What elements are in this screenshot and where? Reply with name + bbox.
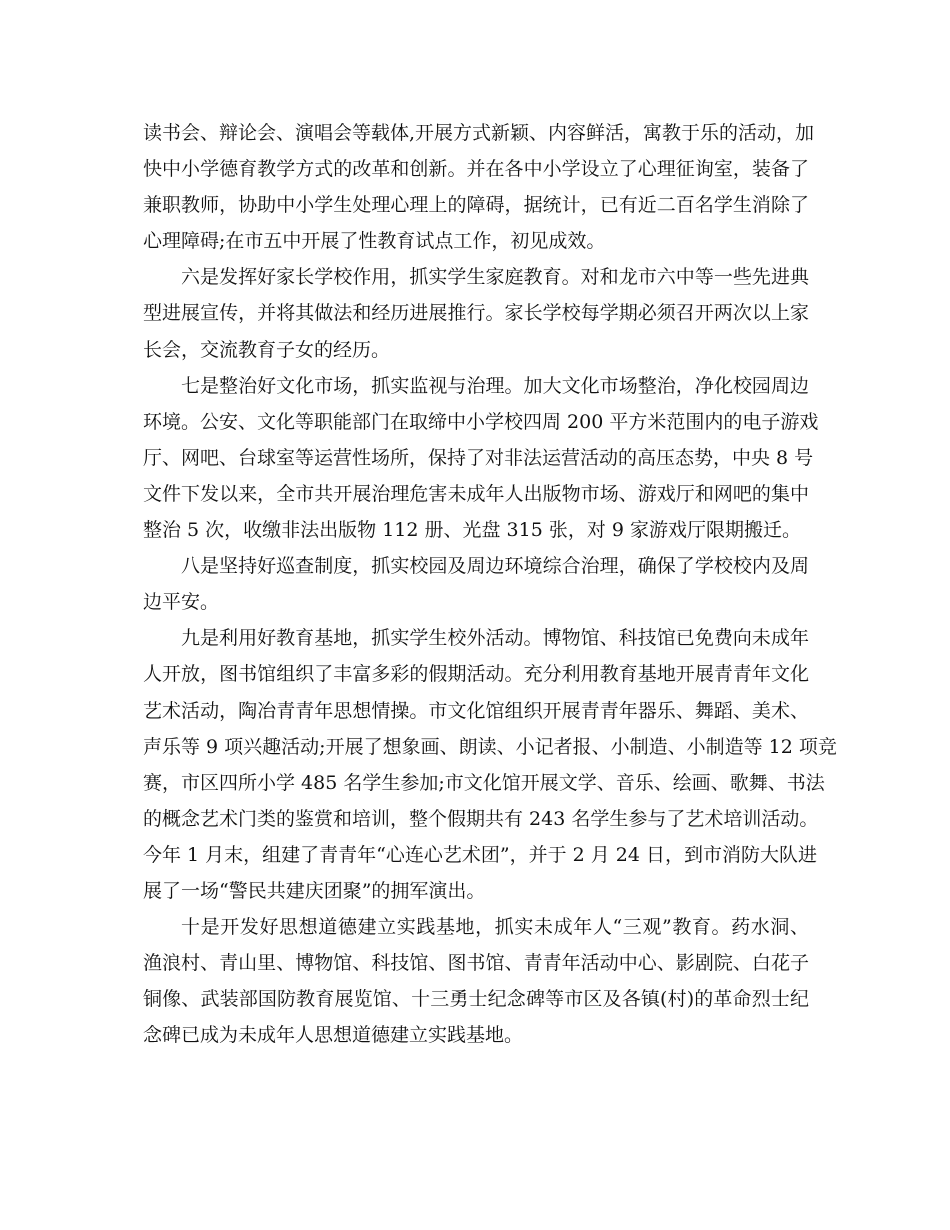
paragraph-6 [143, 909, 809, 1053]
paragraph-3 [143, 368, 819, 548]
text-line: 铜像、武装部国防教育展览馆、十三勇士纪念碑等市区及各镇(村)的革命烈士纪 [143, 988, 809, 1011]
text-line: 环境。公安、文化等职能部门在取缔中小学校四周 200 平方米范围内的电子游戏 [143, 410, 819, 433]
paragraph-1 [143, 115, 815, 259]
text-line: 人开放，图书馆组织了丰富多彩的假期活动。充分利用教育基地开展青青年文化 [143, 663, 809, 686]
text-line: 今年 1 月末，组建了青青年“心连心艺术团”，并于 2 月 24 日，到市消防大队进 [143, 843, 818, 866]
text-line: 六是发挥好家长学校作用，抓实学生家庭教育。对和龙市六中等一些先进典 [181, 266, 809, 289]
text-line: 十是开发好思想道德建立实践基地，抓实未成年人“三观”教育。药水洞、 [181, 916, 809, 939]
text-line: 的概念艺术门类的鉴赏和培训，整个假期共有 243 名学生参与了艺术培训活动。 [143, 807, 819, 830]
text-line: 文件下发以来，全市共开展治理危害未成年人出版物市场、游戏厅和网吧的集中 [143, 482, 809, 505]
text-line: 读书会、辩论会、演唱会等载体,开展方式新颖、内容鲜活，寓教于乐的活动，加 [143, 122, 815, 144]
text-line: 兼职教师，协助中小学生处理心理上的障碍，据统计，已有近二百名学生消除了 [143, 194, 809, 217]
text-line: 念碑已成为未成年人思想道德建立实践基地。 [143, 1024, 524, 1047]
text-line: 声乐等 9 项兴趣活动;开展了想象画、朗读、小记者报、小制造、小制造等 12 项竞 [143, 735, 837, 758]
paragraph-2 [143, 259, 809, 367]
text-line: 长会，交流教育子女的经历。 [143, 338, 391, 361]
text-line: 快中小学德育教学方式的改革和创新。并在各中小学设立了心理征询室，装备了 [143, 158, 809, 181]
text-line: 心理障碍;在市五中开展了性教育试点工作，初见成效。 [143, 230, 606, 253]
text-line: 整治 5 次，收缴非法出版物 112 册、光盘 315 张，对 9 家游戏厅限期搬迁。 [143, 519, 802, 542]
text-line: 厅、网吧、台球室等运营性场所，保持了对非法运营活动的高压态势，中央 8 号 [143, 446, 814, 469]
text-line: 八是坚持好巡查制度，抓实校园及周边环境综合治理，确保了学校校内及周 [181, 555, 809, 578]
paragraph-5 [143, 620, 837, 909]
text-line: 型进展宣传，并将其做法和经历进展推行。家长学校每学期必须召开两次以上家 [143, 302, 809, 325]
text-line: 展了一场“警民共建庆团聚”的拥军演出。 [143, 879, 486, 902]
text-line: 艺术活动，陶冶青青年思想情操。市文化馆组织开展青青年器乐、舞蹈、美术、 [143, 699, 809, 722]
text-line: 渔浪村、青山里、博物馆、科技馆、图书馆、青青年活动中心、影剧院、白花子 [143, 952, 809, 975]
document-body [143, 115, 837, 1053]
text-line: 九是利用好教育基地，抓实学生校外活动。博物馆、科技馆已免费向未成年 [181, 627, 809, 650]
paragraph-4 [143, 548, 809, 620]
text-line: 赛，市区四所小学 485 名学生参加;市文化馆开展文学、音乐、绘画、歌舞、书法 [143, 771, 825, 794]
text-line: 七是整治好文化市场，抓实监视与治理。加大文化市场整治，净化校园周边 [181, 374, 809, 397]
text-line: 边平安。 [143, 591, 220, 614]
